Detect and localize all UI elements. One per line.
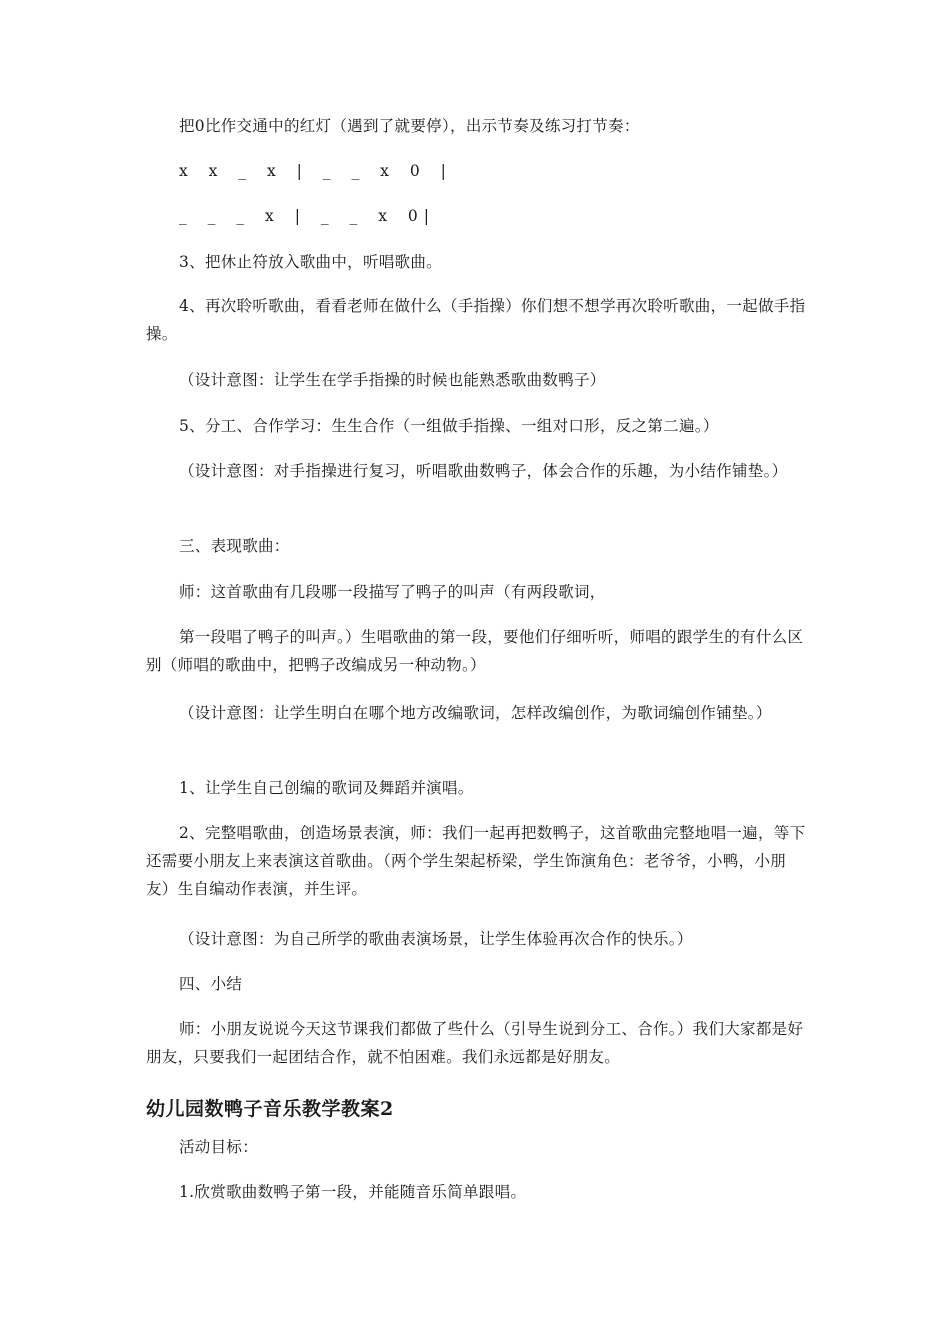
paragraph: 把0比作交通中的红灯（遇到了就要停），出示节奏及练习打节奏： <box>179 117 640 135</box>
section-title: 四、小结 <box>179 975 243 993</box>
paragraph: 第一段唱了鸭子的叫声。）生唱歌曲的第一段，要他们仔细听听，师唱的跟学生的有什么区别（师唱的歌曲中，把鸭子改编成另一种动物。） <box>146 628 804 674</box>
document-heading: 幼儿园数鸭子音乐教学教案2 <box>146 1098 394 1120</box>
paragraph: 3、把休止符放入歌曲中，听唱歌曲。 <box>179 253 442 271</box>
section-title: 三、表现歌曲： <box>179 537 290 555</box>
paragraph: 1.欣赏歌曲数鸭子第一段，并能随音乐简单跟唱。 <box>179 1183 527 1201</box>
rhythm-line: _ _ _ x | _ _ x 0| <box>179 207 435 225</box>
paragraph: 2、完整唱歌曲，创造场景表演，师：我们一起再把数鸭子，这首歌曲完整地唱一遍，等下还需要小朋友上来表演这首歌曲。（两个学生架起桥梁，学生饰演角色：老爷爷，小鸭，小朋友）生自编动作表演，并生评。 <box>146 824 806 898</box>
paragraph: 师：小朋友说说今天这节课我们都做了些什么（引导生说到分工、合作。）我们大家都是好朋友，只要我们一起团结合作，就不怕困难。我们永远都是好朋友。 <box>146 1020 804 1066</box>
design-note: （设计意图：为自己所学的歌曲表演场景，让学生体验再次合作的快乐。） <box>179 930 693 948</box>
paragraph: 1、让学生自己创编的歌词及舞蹈并演唱。 <box>179 779 474 797</box>
design-note: （设计意图：让学生明白在哪个地方改编歌词，怎样改编创作，为歌词编创作铺垫。） <box>179 704 772 722</box>
paragraph: 5、分工、合作学习：生生合作（一组做手指操、一组对口形，反之第二遍。） <box>179 417 719 435</box>
rhythm-line: x x _ x | _ _ x 0 | <box>179 162 452 180</box>
design-note: （设计意图：对手指操进行复习，听唱歌曲数鸭子，体会合作的乐趣，为小结作铺垫。） <box>179 462 788 480</box>
paragraph: 活动目标： <box>179 1138 259 1156</box>
paragraph: 师：这首歌曲有几段哪一段描写了鸭子的叫声（有两段歌词， <box>179 583 606 601</box>
design-note: （设计意图：让学生在学手指操的时候也能熟悉歌曲数鸭子） <box>179 371 606 389</box>
paragraph: 4、再次聆听歌曲，看看老师在做什么（手指操）你们想不想学再次聆听歌曲，一起做手指操。 <box>146 297 806 343</box>
